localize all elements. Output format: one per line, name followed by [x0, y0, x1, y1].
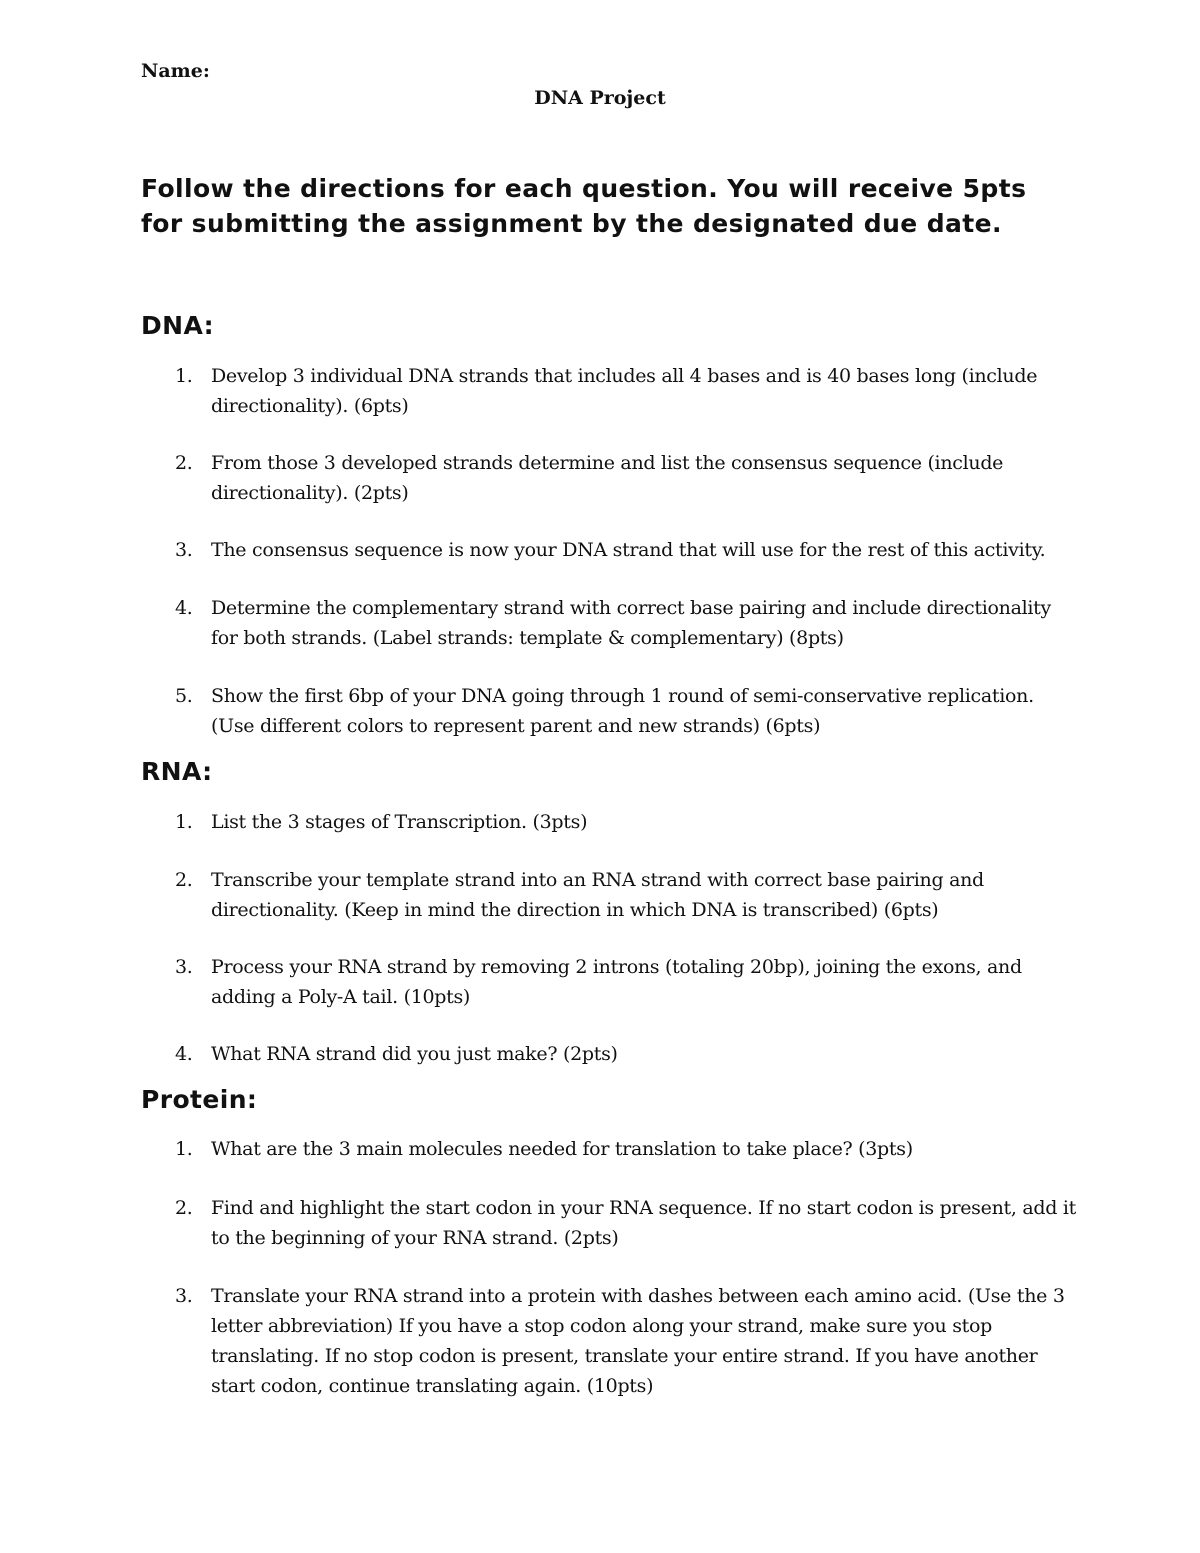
- dna-question-5: [141, 681, 1081, 741]
- dna-question-4: [141, 593, 1081, 653]
- rna-question-2: [141, 865, 1081, 925]
- rna-question-1: [141, 807, 1081, 837]
- protein-question-2: [141, 1193, 1081, 1253]
- question-text: Find and highlight the start codon in your RNA sequence. If no start codon is present, add it to the beginning of your RNA strand. (2pts): [211, 1197, 1076, 1249]
- rna-question-4: [141, 1039, 1081, 1069]
- question-number: 3.: [175, 956, 193, 978]
- question-number: 1.: [175, 1138, 193, 1160]
- section-heading-dna: DNA:: [141, 311, 215, 340]
- question-text: What RNA strand did you just make? (2pts): [211, 1043, 618, 1065]
- question-number: 2.: [175, 1197, 193, 1219]
- question-number: 5.: [175, 685, 193, 707]
- document-title: DNA Project: [534, 87, 666, 109]
- dna-question-3: [141, 535, 1101, 565]
- question-number: 4.: [175, 1043, 193, 1065]
- question-number: 2.: [175, 869, 193, 891]
- question-number: 2.: [175, 452, 193, 474]
- question-number: 3.: [175, 539, 193, 561]
- protein-question-1: [141, 1134, 1081, 1164]
- question-text: Translate your RNA strand into a protein with dashes between each amino acid. (Use the 3 letter abbreviation) If you have a stop codon along your strand, make sure you stop translating. If no stop codon is present, translate your entire strand. If you have another start codon, continue translating again. (10pts): [211, 1285, 1065, 1397]
- question-number: 4.: [175, 597, 193, 619]
- section-heading-rna: RNA:: [141, 757, 213, 786]
- instructions-paragraph: Follow the directions for each question. You will receive 5pts for submitting the assignment by the designated due date.: [141, 174, 1027, 238]
- protein-question-3: [141, 1281, 1081, 1401]
- question-number: 1.: [175, 811, 193, 833]
- question-text: From those 3 developed strands determine and list the consensus sequence (include directionality). (2pts): [211, 452, 1004, 504]
- question-text: The consensus sequence is now your DNA strand that will use for the rest of this activity.: [211, 539, 1046, 561]
- question-text: Transcribe your template strand into an RNA strand with correct base pairing and directionality. (Keep in mind the direction in which DNA is transcribed) (6pts): [211, 869, 984, 921]
- question-number: 1.: [175, 365, 193, 387]
- dna-question-1: [141, 361, 1081, 421]
- question-text: Determine the complementary strand with correct base pairing and include directionality for both strands. (Label strands: template & complementary) (8pts): [211, 597, 1051, 649]
- rna-question-3: [141, 952, 1081, 1012]
- question-text: List the 3 stages of Transcription. (3pts): [211, 811, 588, 833]
- dna-question-2: [141, 448, 1081, 508]
- name-label: Name:: [141, 60, 210, 82]
- section-heading-protein: Protein:: [141, 1085, 258, 1114]
- question-text: Process your RNA strand by removing 2 introns (totaling 20bp), joining the exons, and adding a Poly-A tail. (10pts): [211, 956, 1022, 1008]
- question-number: 3.: [175, 1285, 193, 1307]
- question-text: Show the first 6bp of your DNA going through 1 round of semi-conservative replication. (Use different colors to represent parent and new strands) (6pts): [211, 685, 1034, 737]
- question-text: Develop 3 individual DNA strands that includes all 4 bases and is 40 bases long (include directionality). (6pts): [211, 365, 1038, 417]
- question-text: What are the 3 main molecules needed for translation to take place? (3pts): [211, 1138, 913, 1160]
